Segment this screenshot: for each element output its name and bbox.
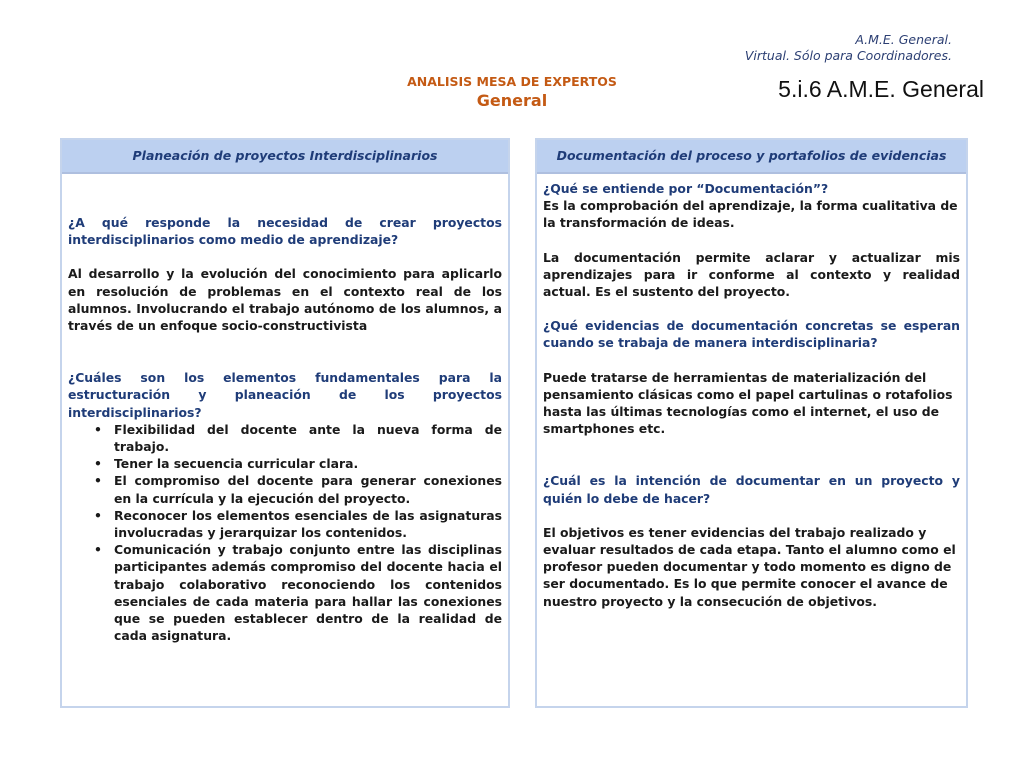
panel-body-documentacion xyxy=(537,180,966,610)
header-note-line2: Virtual. Sólo para Coordinadores. xyxy=(744,48,952,63)
answer-1b: La documentación permite aclarar y actualizar mis aprendizajes para ir conforme al contexto y realidad actual. Es el sustento del proyecto. xyxy=(543,249,960,300)
answer-1: Al desarrollo y la evolución del conocimiento para aplicarlo en resolución de problemas en el contexto real de los alumnos. Involucrando el trabajo autónomo de los alumnos, a través de un enfoque socio-constructivista xyxy=(68,266,502,334)
question-2: ¿Cuáles son los elementos fundamentales para la estructuración y planeación de los proyectos interdisciplinarios? xyxy=(68,370,502,420)
list-item: • Tener la secuencia curricular clara. xyxy=(114,455,502,472)
panel-body-planeacion xyxy=(62,214,508,644)
slide-number: 5.i.6 A.M.E. General xyxy=(778,76,984,102)
panel-header-planeacion: Planeación de proyectos Interdisciplinarios xyxy=(62,140,508,174)
panel-documentacion xyxy=(535,138,968,708)
list-item: • Flexibilidad del docente ante la nueva forma de trabajo. xyxy=(114,421,502,455)
page-title: ANALISIS MESA DE EXPERTOS xyxy=(407,74,617,89)
list-item: • El compromiso del docente para generar conexiones en la currícula y la ejecución del proyecto. xyxy=(114,472,502,506)
panel-header-documentacion: Documentación del proceso y portafolios de evidencias xyxy=(537,140,966,174)
list-item: • Reconocer los elementos esenciales de las asignaturas involucradas y jerarquizar los contenidos. xyxy=(114,507,502,541)
page-heading xyxy=(362,74,662,112)
answer-3: El objetivos es tener evidencias del trabajo realizado y evaluar resultados de cada etapa. Tanto el alumno como el profesor pueden documentar y todo momento es digno de ser documentado. Es lo que permite conocer el avance de nuestro proyecto y la consecución de objetivos. xyxy=(543,524,956,609)
question-2: ¿Qué evidencias de documentación concretas se esperan cuando se trabaja de manera interdisciplinaria? xyxy=(543,318,960,351)
list-item: • Comunicación y trabajo conjunto entre las disciplinas participantes además compromiso del docente hacia el trabajo colaborativo reconociendo los contenidos esenciales de cada materia para hallar las conexiones que se pueden establecer dentro de la realidad de cada asignatura. xyxy=(114,541,502,644)
answer-2: Puede tratarse de herramientas de materialización del pensamiento clásicas como el papel cartulinas o rotafolios hasta las últimas tecnologías como el internet, el uso de smartphones etc. xyxy=(543,369,953,437)
question-3: ¿Cuál es la intención de documentar en un proyecto y quién lo debe de hacer? xyxy=(543,473,960,506)
question-1: ¿Qué se entiende por “Documentación”? xyxy=(543,181,829,196)
header-note-line1: A.M.E. General. xyxy=(855,32,952,47)
question-1: ¿A qué responde la necesidad de crear proyectos interdisciplinarios como medio de aprendizaje? xyxy=(68,215,502,248)
panel-planeacion xyxy=(60,138,510,708)
elements-list xyxy=(68,421,502,645)
answer-1: Es la comprobación del aprendizaje, la forma cualitativa de la transformación de ideas. xyxy=(543,198,958,231)
page-subtitle: General xyxy=(476,91,548,110)
header-note xyxy=(745,32,952,64)
